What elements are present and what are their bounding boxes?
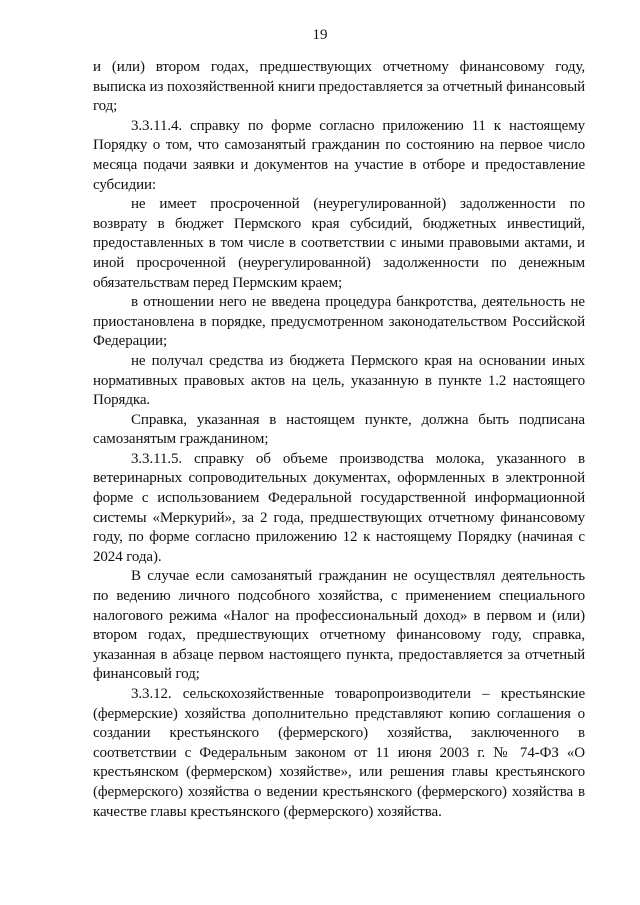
paragraph-signature-note: Справка, указанная в настоящем пункте, должна быть подписана самозанятым гражданином;: [93, 411, 585, 448]
paragraph-continuation: и (или) втором годах, предшествующих отчетному финансовому году, выписка из похозяйственной книги предоставляется за отчетный финансовый год;: [93, 59, 586, 115]
paragraph-no-bankruptcy: в отношении него не введена процедура банкротства, деятельность не приостановлена в порядке, предусмотренном законодательством Российской Федерации;: [93, 294, 585, 350]
paragraph-3-3-12: 3.3.12. сельскохозяйственные товаропроизводители – крестьянские (фермерские) хозяйства дополнительно представляют копию соглашения о создании крестьянского (фермерского) хозяйства, заключенного в соответствии с Федеральным законом от 11 июня 2003 г. № 74-ФЗ «О крестьянском (фермерском) хозяйстве», или решения главы крестьянского (фермерского) хозяйства о ведении крестьянского (фермерского) хозяйства в качестве главы крестьянского (фермерского) хозяйства.: [93, 686, 585, 820]
page-number: 19: [312, 27, 328, 43]
paragraph-3-3-11-4: 3.3.11.4. справку по форме согласно приложению 11 к настоящему Порядку о том, что самозанятый гражданин по состоянию на первое число месяца подачи заявки и документов на участие в отборе и предоставление субсидии:: [93, 117, 585, 193]
document-body: [93, 58, 585, 822]
paragraph-3-3-11-5: 3.3.11.5. справку об объеме производства молока, указанного в ветеринарных сопроводительных документах, оформленных в электронной форме с использованием Федеральной государственной информационной системы «Меркурий», за 2 года, предшествующих отчетному финансовому году, по форме согласно приложению 12 к настоящему Порядку (начиная с 2024 года).: [93, 450, 585, 565]
paragraph-self-employed-case: В случае если самозанятый гражданин не осуществлял деятельность по ведению личного подсобного хозяйства, с применением специального налогового режима «Налог на профессиональный доход» в первом и (или) втором годах, предшествующих отчетному финансовому году, справка, указанная в абзаце первом настоящего пункта, предоставляется за отчетный финансовый год;: [93, 568, 585, 683]
paragraph-no-debt: не имеет просроченной (неурегулированной) задолженности по возврату в бюджет Пермского края субсидий, бюджетных инвестиций, предоставленных в том числе в соответствии с иными правовыми актами, и иной просроченной (неурегулированной) задолженности по денежным обязательствам перед Пермским краем;: [93, 196, 585, 291]
paragraph-no-funds: не получал средства из бюджета Пермского края на основании иных нормативных правовых актов на цель, указанную в пункте 1.2 настоящего Порядка.: [93, 352, 585, 409]
